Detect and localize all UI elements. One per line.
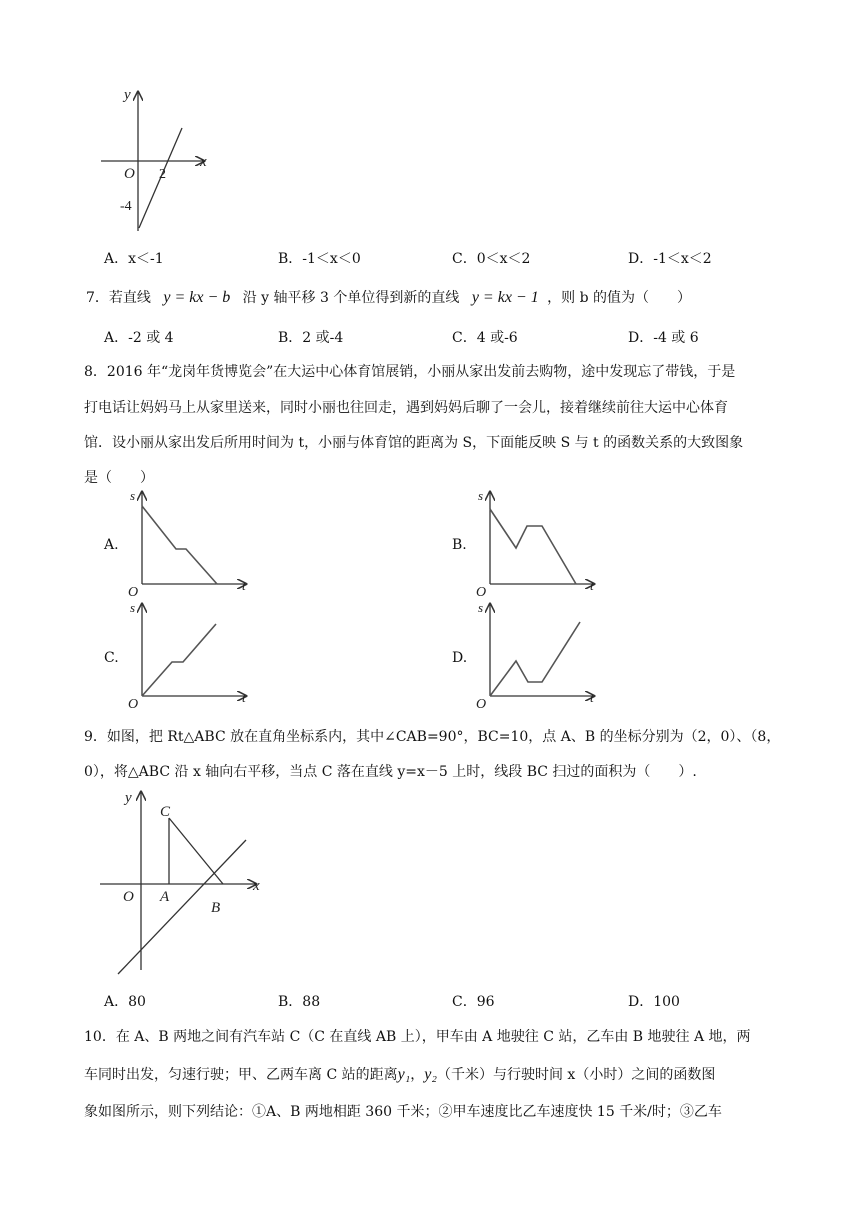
- origin-label: O: [124, 166, 135, 182]
- svg-text:O: O: [128, 585, 139, 598]
- q9-line-2: 0），将△ABC 沿 x 轴向右平移，当点 C 落在直线 y=x－5 上时，线段 BC 扫过的面积为（ ）.: [84, 764, 697, 780]
- svg-text:t: t: [242, 578, 246, 593]
- svg-text:t: t: [242, 690, 246, 705]
- y-label: y: [124, 87, 131, 103]
- svg-text:A: A: [160, 889, 170, 905]
- q9-line-1: 9．如图，把 Rt△ABC 放在直角坐标系内，其中∠CAB=90°，BC=10，点 A、B 的坐标分别为（2，0）、（8，: [84, 729, 781, 745]
- q9-option-a: A．80: [104, 994, 146, 1010]
- q6-option-a: A．x＜-1: [104, 251, 164, 267]
- q8-graph-c: [124, 600, 254, 710]
- q7-suffix: ，则 b 的值为（ ）: [547, 290, 692, 306]
- svg-text:y: y: [125, 790, 132, 806]
- q8-option-a-label: A.: [104, 537, 119, 553]
- q7-option-d: D．-4 或 6: [628, 330, 699, 346]
- graph-a-curve: [142, 506, 217, 584]
- triangle-side-cb: [169, 818, 223, 884]
- q8-line-3: 馆．设小丽从家出发后所用时间为 t，小丽与体育馆的距离为 S，下面能反映 S 与 t 的函数关系的大致图象: [84, 435, 744, 451]
- x-label: x: [200, 154, 207, 170]
- q8-line-2: 打电话让妈妈马上从家里送来，同时小丽也往回走，遇到妈妈后聊了一会儿，接着继续前往大运中心体育: [84, 400, 728, 416]
- q8-graph-b: [472, 488, 602, 598]
- svg-text:s: s: [478, 488, 484, 503]
- q10-y1: y₁: [397, 1066, 411, 1083]
- q7-middle: 沿 y 轴平移 3 个单位得到新的直线: [242, 290, 460, 306]
- q7-prefix: 7．若直线: [86, 290, 151, 306]
- q8-line-4: 是（ ）: [84, 470, 154, 486]
- graph-d-curve: [490, 622, 580, 696]
- svg-text:s: s: [130, 600, 136, 615]
- svg-text:s: s: [478, 600, 484, 615]
- q10-line-2: 车同时出发，匀速行驶；甲、乙两车离 C 站的距离y₁，y₂（千米）与行驶时间 x（小时）之间的函数图: [84, 1066, 716, 1083]
- q7-option-b: B．2 或-4: [278, 330, 344, 346]
- x-intercept-label: 2: [159, 167, 166, 182]
- q7-formula-2: y = kx − 1: [471, 289, 539, 306]
- q8-line-1: 8．2016 年“龙岗年货博览会”在大运中心体育馆展销，小丽从家出发前去购物，途中发现忘了带钱，于是: [84, 364, 736, 380]
- svg-text:C: C: [160, 804, 171, 820]
- q9-option-c: C．96: [452, 994, 495, 1010]
- svg-text:O: O: [128, 697, 139, 710]
- q7-option-a: A．-2 或 4: [104, 330, 174, 346]
- q9-option-b: B．88: [278, 994, 321, 1010]
- svg-text:O: O: [476, 585, 487, 598]
- svg-text:O: O: [123, 889, 134, 905]
- q9-figure: [96, 784, 271, 979]
- q6-option-b: B．-1＜x＜0: [278, 251, 361, 267]
- q8-option-d-label: D.: [452, 650, 468, 666]
- graph-c-curve: [142, 624, 216, 696]
- q10-line-1: 10．在 A、B 两地之间有汽车站 C（C 在直线 AB 上），甲车由 A 地驶往 C 站，乙车由 B 地驶往 A 地，两: [84, 1029, 751, 1045]
- q7-formula-1: y = kx − b: [163, 289, 231, 306]
- y-intercept-label: -4: [120, 199, 132, 214]
- q8-option-c-label: C.: [104, 650, 119, 666]
- q6-figure: [96, 86, 216, 236]
- svg-text:O: O: [476, 697, 487, 710]
- q6-option-c: C．0＜x＜2: [452, 251, 531, 267]
- q6-option-d: D．-1＜x＜2: [628, 251, 712, 267]
- q9-option-d: D．100: [628, 994, 680, 1010]
- svg-text:x: x: [253, 878, 260, 894]
- svg-text:s: s: [130, 488, 136, 503]
- q7-stem: [86, 287, 691, 307]
- svg-text:t: t: [590, 690, 594, 705]
- q8-graph-a: [124, 488, 254, 598]
- line-y-x-minus-5: [118, 840, 246, 974]
- q7-option-c: C．4 或-6: [452, 330, 518, 346]
- svg-text:t: t: [590, 578, 594, 593]
- svg-text:B: B: [211, 900, 221, 916]
- q8-option-b-label: B.: [452, 537, 467, 553]
- q8-graph-d: [472, 600, 602, 710]
- q10-y2: y₂: [424, 1066, 437, 1083]
- q10-line-3: 象如图所示，则下列结论：①A、B 两地相距 360 千米；②甲车速度比乙车速度快 15 千米/时；③乙车: [84, 1104, 722, 1120]
- graph-b-curve: [490, 509, 576, 584]
